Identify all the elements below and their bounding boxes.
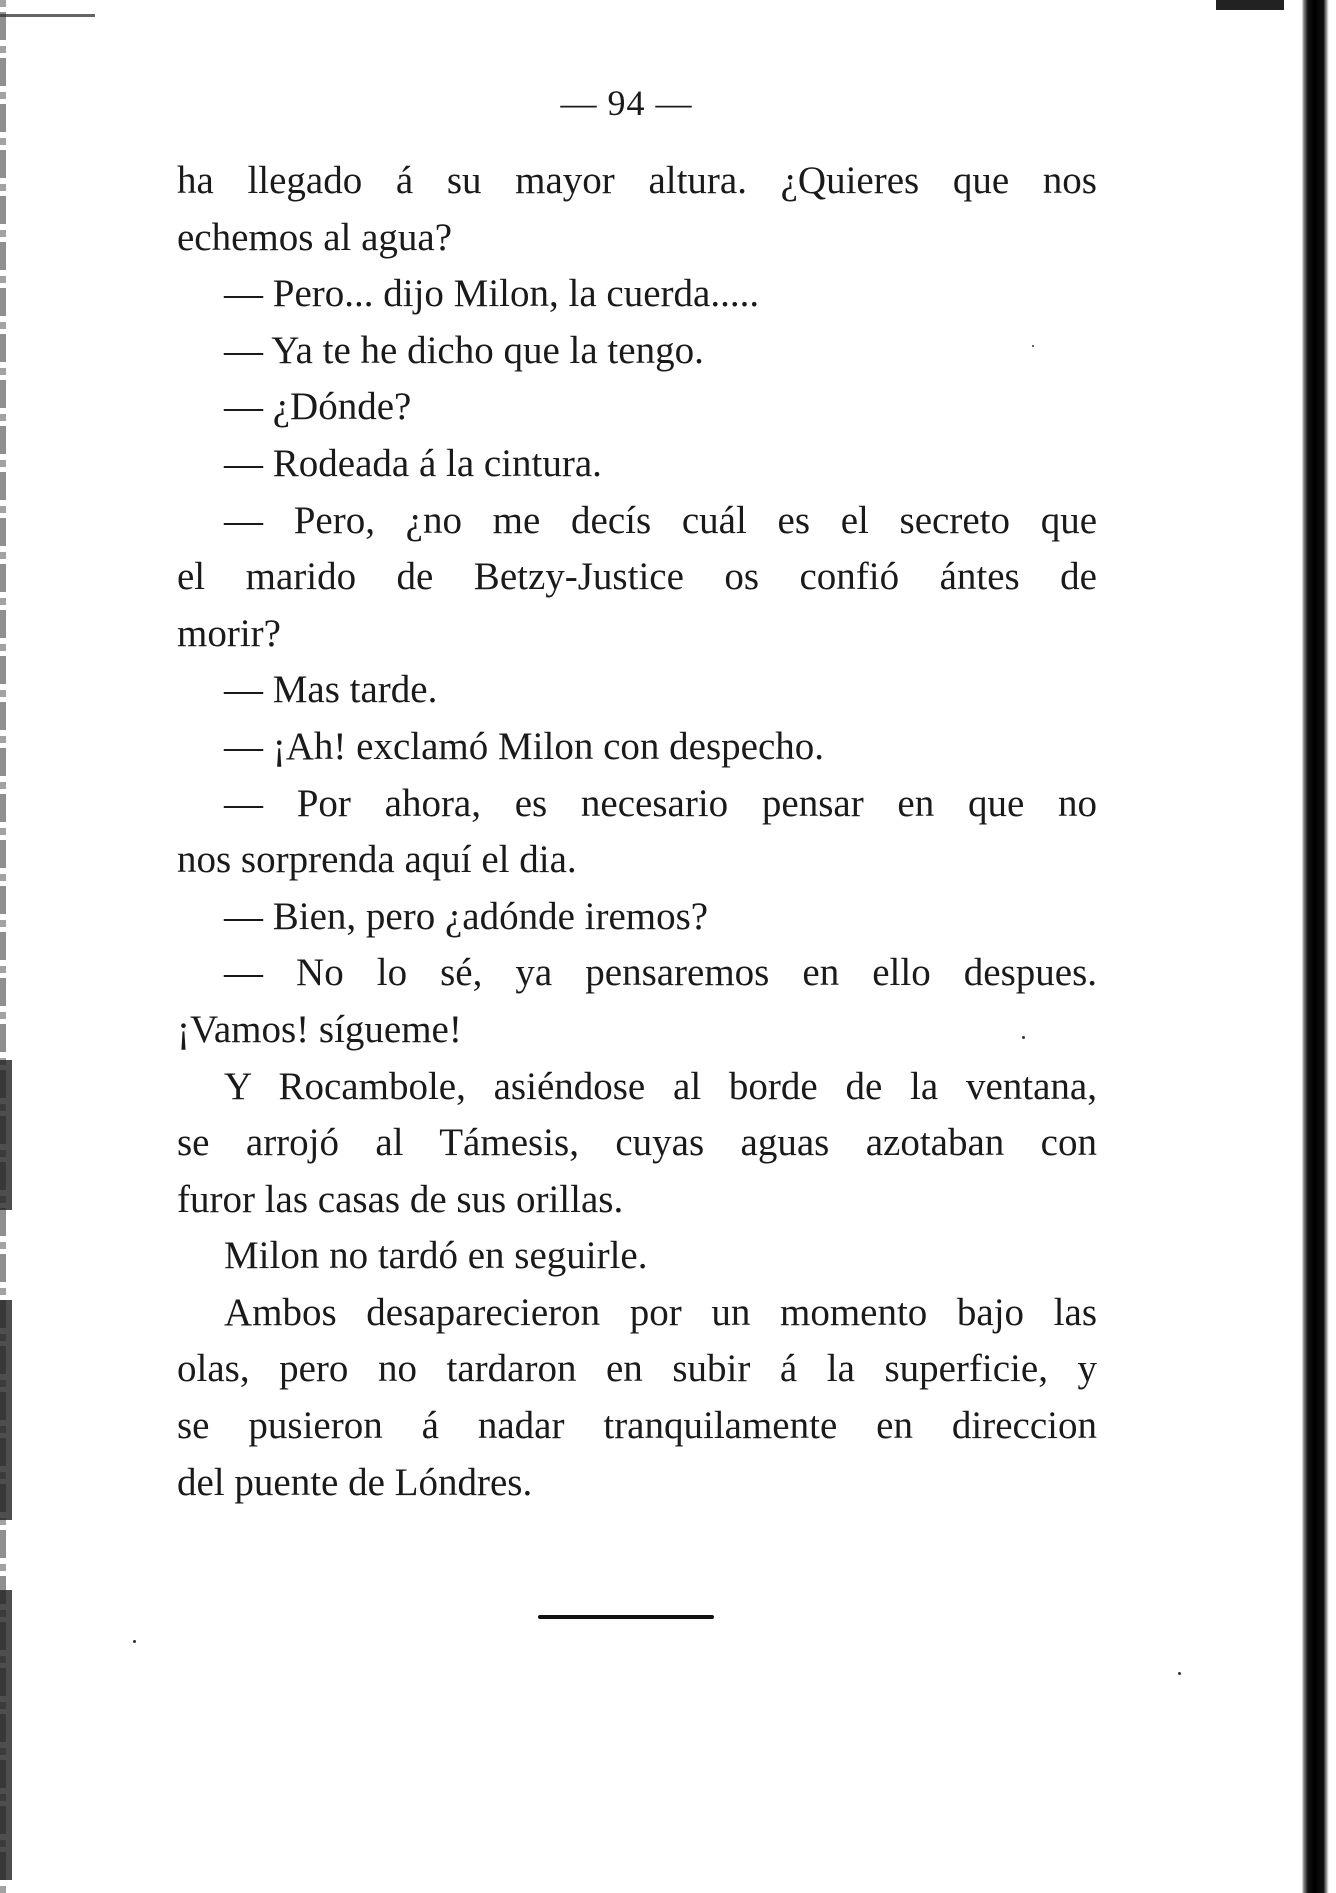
text-line: — Bien, pero ¿adónde iremos? [224, 894, 709, 938]
page-number: — 94 — [560, 83, 693, 123]
text-line: morir? [177, 611, 281, 655]
text-line: — Rodeada á la cintura. [224, 441, 602, 485]
scan-speck [1178, 1672, 1181, 1675]
text-line: — ¡Ah! exclamó Milon con despecho. [224, 724, 825, 768]
text-line: — Ya te he dicho que la tengo. [224, 328, 704, 372]
text-line: Milon no tardó en seguirle. [224, 1234, 648, 1278]
scan-left-mark [0, 1060, 12, 1210]
text-line: — Mas tarde. [224, 668, 438, 712]
text-line: echemos al agua? [177, 215, 453, 259]
text-line: — Por ahora, es necesario pensar en que no [224, 781, 1097, 825]
text-line: — ¿Dónde? [224, 385, 412, 429]
text-line: del puente de Lóndres. [177, 1460, 533, 1504]
end-of-chapter-rule [538, 1615, 714, 1619]
scan-left-mark [0, 1590, 12, 1880]
text-line: se arrojó al Támesis, cuyas aguas azotaban con [177, 1121, 1097, 1165]
text-line: furor las casas de sus orillas. [177, 1177, 624, 1221]
text-line: — No lo sé, ya pensaremos en ello despues. [224, 951, 1097, 995]
body-text [177, 153, 1097, 1511]
text-line: olas, pero no tardaron en subir á la superficie, y [177, 1347, 1097, 1391]
text-line: el marido de Betzy-Justice os confió ántes de [177, 555, 1097, 599]
text-line: Ambos desaparecieron por un momento bajo las [224, 1290, 1097, 1334]
scan-right-edge [1284, 0, 1336, 1893]
scan-left-mark [0, 1300, 12, 1520]
scan-speck [133, 1640, 136, 1643]
text-line: — Pero, ¿no me decís cuál es el secreto que [224, 498, 1097, 542]
text-line: se pusieron á nadar tranquilamente en direccion [177, 1404, 1097, 1448]
text-line: Y Rocambole, asiéndose al borde de la ventana, [224, 1064, 1097, 1108]
text-line: nos sorprenda aquí el dia. [177, 838, 577, 882]
text-line: ¡Vamos! sígueme! [177, 1007, 462, 1051]
text-line: — Pero... dijo Milon, la cuerda..... [224, 272, 760, 316]
scan-edge-mark [0, 14, 95, 17]
text-line: ha llegado á su mayor altura. ¿Quieres que nos [177, 159, 1097, 202]
